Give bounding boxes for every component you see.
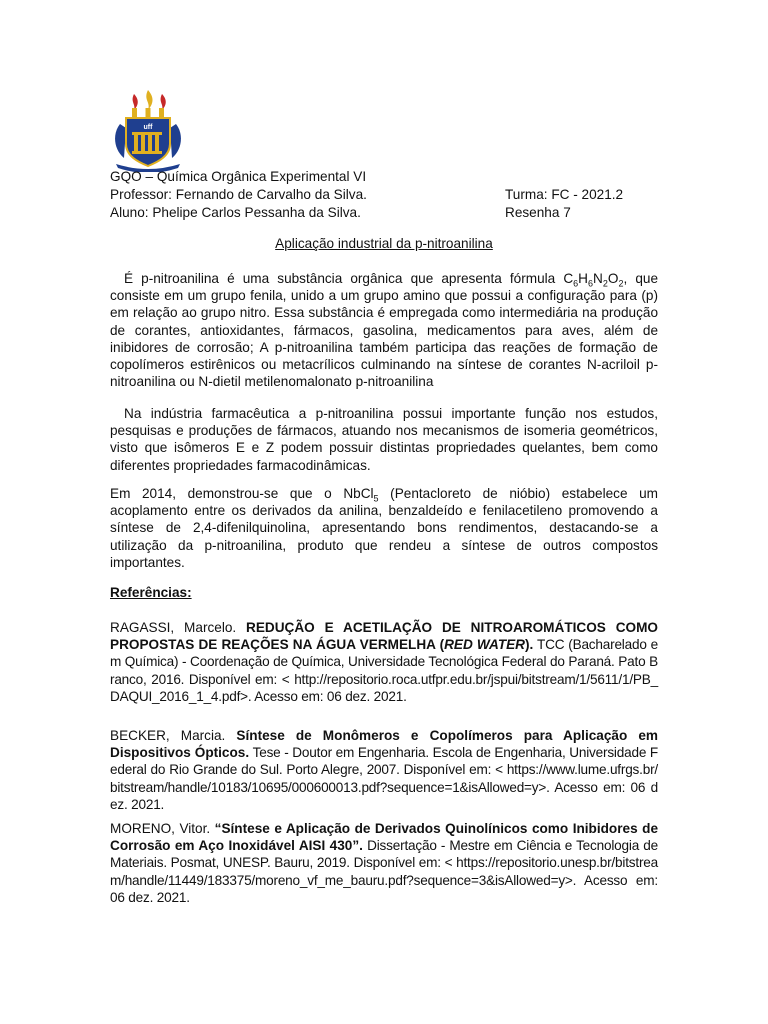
- svg-text:uff: uff: [143, 124, 153, 131]
- reference-item: [110, 820, 658, 906]
- document-title: Aplicação industrial da p-nitroanilina: [275, 236, 493, 251]
- student-name: Aluno: Phelipe Carlos Pessanha da Silva.: [110, 205, 361, 220]
- course-name: GQO – Química Orgânica Experimental VI: [110, 169, 367, 184]
- reference-details: Dissertação - Mestre em Ciência e Tecnologia de Materiais. Posmat, UNESP. Bauru, 2019. Disponível em: < https://repositorio.unesp.br/bitstream/handle/11449/183375/moreno_vf_me_bauru.pdf?sequence=3&isAllowed=y>. Acesso em: 06 dez. 2021.: [110, 838, 658, 905]
- reference-details: Tese - Doutor em Engenharia. Escola de Engenharia, Universidade Federal do Rio Grande do Sul. Porto Alegre, 2007. Disponível em: < https://www.lume.ufrgs.br/bitstream/handle/10183/10695/000600013.pdf?sequence=1&isAllowed=y>. Acesso em: 06 dez. 2021.: [110, 745, 659, 812]
- references-heading: Referências:: [110, 585, 192, 600]
- reference-title-italic: RED WATER: [444, 637, 526, 653]
- nbcl-subscript: 5: [373, 493, 379, 504]
- formula-h: H: [578, 271, 588, 286]
- reference-author: RAGASSI, Marcelo.: [110, 620, 247, 635]
- reference-title: REDUÇÃO E ACETILAÇÃO DE NITROAROMÁTICOS COMO PROPOSTAS DE REAÇÕES NA ÁGUA VERMELHA (: [110, 620, 658, 653]
- assignment-label: Resenha 7: [505, 205, 571, 220]
- university-crest-icon: [110, 88, 186, 172]
- reference-item: [110, 727, 658, 813]
- formula-sub-o: 2: [618, 278, 624, 289]
- paragraph-2: Na indústria farmacêutica a p-nitroanilina possui importante função nos estudos, pesquisas e produções de fármacos, atuando nos mecanismos de isomeria geométricos, visto que isômeros E e Z podem possuir distintas propriedades quelantes, bem como diferentes propriedades farmacodinâmicas.: [110, 406, 658, 473]
- reference-details: TCC (Bacharelado em Química) - Coordenação de Química, Universidade Tecnológica Federal do Paraná. Pato Branco, 2016. Disponível em: < http://repositorio.roca.utfpr.edu.br/jspui/bitstream/1/5611/1/PB_DAQUI_2016_1_4.pdf>. Acesso em: 06 dez. 2021.: [110, 637, 658, 704]
- formula-sub-c: 6: [573, 278, 579, 289]
- reference-title: “Síntese e Aplicação de Derivados Quinolínicos como Inibidores de Corrosão em Aço Inoxidável AISI 430”.: [110, 821, 659, 854]
- reference-title-end: ).: [525, 637, 534, 653]
- formula-sub-n: 2: [602, 278, 608, 289]
- paragraph-3-text-a: Em 2014, demonstrou-se que o NbCl: [110, 486, 374, 501]
- paragraph-1-text-b: , que consiste em um grupo fenila, unido a um grupo amino que possui a configuração para (p) em relação ao grupo nitro. Essa substância é empregada como intermediária na produção de corantes, antioxidantes, fármacos, gasolina, medicamentos para aves, além de inibidores de corrosão; A p-nitroanilina também participa das reações de formação de copolímeros estirênicos ou metacrílicos culminando na síntese de corantes N-acriloil p-nitroanilina ou N-dietil metilenomalonato p-nitroanilina: [110, 271, 659, 390]
- class-code: Turma: FC - 2021.2: [505, 187, 624, 202]
- reference-title: Síntese de Monômeros e Copolímeros para Aplicação em Dispositivos Ópticos.: [110, 728, 658, 761]
- formula-sub-h: 6: [588, 278, 594, 289]
- reference-author: MORENO, Vitor.: [110, 821, 215, 836]
- professor-name: Professor: Fernando de Carvalho da Silva.: [110, 187, 367, 202]
- reference-author: BECKER, Marcia.: [110, 728, 237, 743]
- paragraph-3-text-b: (Pentacloreto de nióbio) estabelece um acoplamento entre os derivados da anilina, benzaldeído e fenilacetileno promovendo a síntese de 2,4-difenilquinolina, apresentando bons rendimentos, destacando-se a utilização da p-nitroanilina, produto que rendeu a síntese de outros compostos importantes.: [110, 486, 658, 570]
- paragraph-1: [110, 270, 658, 390]
- reference-item: [110, 619, 658, 705]
- paragraph-1-text-a: É p-nitroanilina é uma substância orgânica que apresenta fórmula C: [124, 271, 574, 286]
- formula-o: O: [607, 271, 619, 286]
- formula-n: N: [593, 271, 603, 286]
- paragraph-3: [110, 485, 658, 571]
